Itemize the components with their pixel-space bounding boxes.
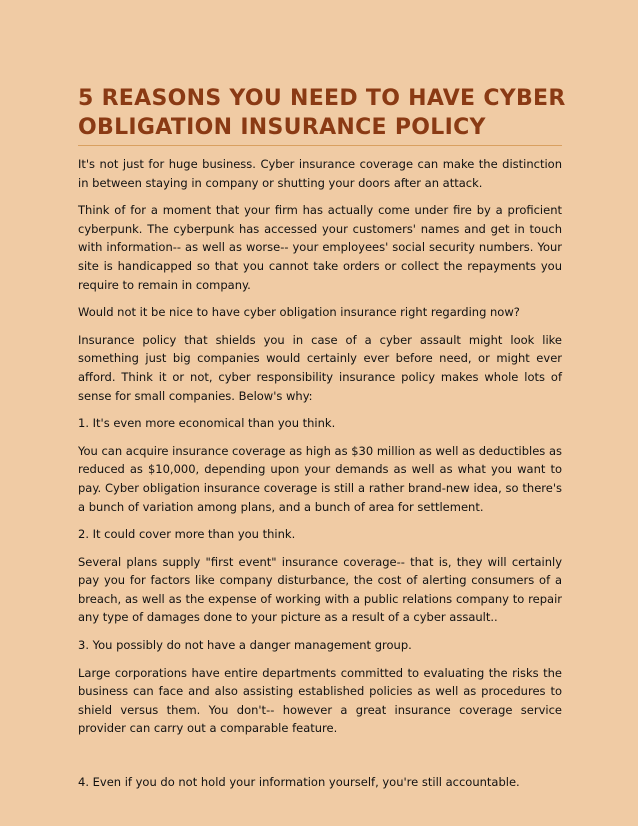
reason-heading: 1. It's even more economical than you think. — [78, 416, 336, 431]
paragraph: Insurance policy that shields you in case of a cyber assault might look like something just big companies would certainly ever before need, or might ever afford. Think it or not, cyber responsibility insurance policy makes whole lots of sense for small companies. Below's why: — [78, 332, 562, 403]
reason-heading: 4. Even if you do not hold your information yourself, you're still accountable. — [78, 775, 520, 790]
paragraph: Several plans supply "first event" insurance coverage-- that is, they will certainly pay you for factors like company disturbance, the cost of alerting consumers of a breach, as well as the expense of working with a public relations company to repair any type of damages done to your picture as a result of a cyber assault.. — [78, 554, 562, 625]
document-title: 5 REASONS YOU NEED TO HAVE CYBER OBLIGATION INSURANCE POLICY — [78, 86, 566, 140]
paragraph: It's not just for huge business. Cyber insurance coverage can make the distinction in between staying in company or shutting your doors after an attack. — [78, 157, 562, 190]
reason-heading: 2. It could cover more than you think. — [78, 527, 296, 542]
title-divider — [78, 145, 562, 146]
reason-heading: 3. You possibly do not have a danger management group. — [78, 638, 412, 653]
paragraph: Think of for a moment that your firm has actually come under fire by a proficient cyberpunk. The cyberpunk has accessed your customers' names and get in touch with information-- as well as worse-- your employees' social security numbers. Your site is handicapped so that you cannot take orders or collect the repayments you require to remain in company. — [78, 203, 562, 292]
document-body — [78, 155, 562, 801]
paragraph: Would not it be nice to have cyber obligation insurance right regarding now? — [78, 305, 520, 320]
paragraph: Large corporations have entire departments committed to evaluating the risks the business can face and also assisting established policies as well as procedures to shield versus them. You don't-- however a great insurance coverage service provider can carry out a comparable feature. — [78, 665, 562, 736]
paragraph: You can acquire insurance coverage as high as $30 million as well as deductibles as reduced as $10,000, depending upon your demands as well as what you want to pay. Cyber obligation insurance coverage is still a rather brand-new idea, so there's a bunch of variation among plans, and a bunch of area for settlement. — [78, 443, 562, 514]
